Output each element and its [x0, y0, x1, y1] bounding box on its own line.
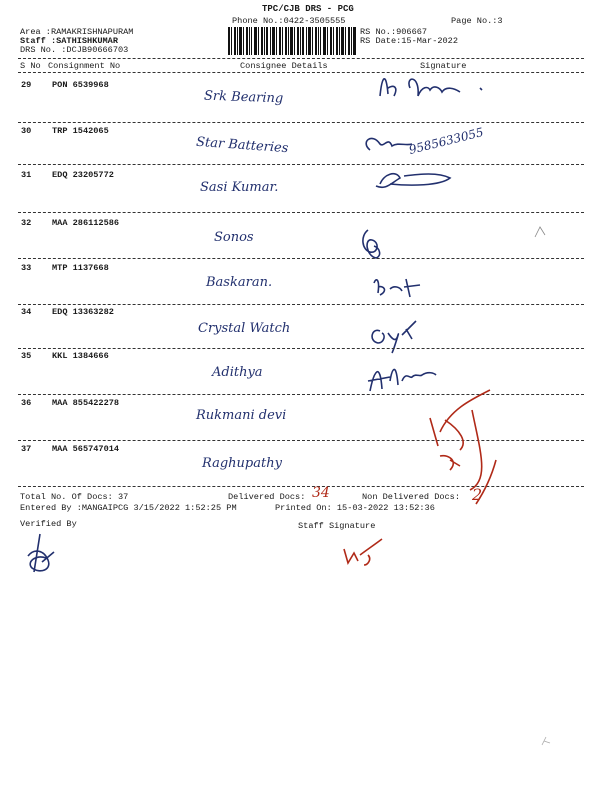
divider: [18, 258, 584, 259]
row-consignee: Crystal Watch: [198, 321, 291, 336]
non-delivered-label: Non Delivered Docs:: [362, 492, 460, 502]
row-sno: 37: [21, 444, 32, 454]
row-sno: 31: [21, 170, 32, 180]
signature-mark: [350, 309, 510, 353]
row-consignment: PON 6539968: [52, 80, 109, 90]
area-label: Area :RAMAKRISHNAPURAM: [20, 27, 134, 37]
row-consignee: Adithya: [212, 365, 263, 380]
page-number: Page No.:3: [451, 16, 503, 26]
row-consignment: MTP 1137668: [52, 263, 109, 273]
row-consignee: Sasi Kumar.: [200, 180, 279, 195]
table-row: [0, 80, 600, 124]
rs-number: RS No.:906667: [360, 27, 428, 37]
signature-mark: [350, 210, 510, 262]
signature-phone: 9585633055: [407, 124, 485, 158]
col-consignee: Consignee Details: [240, 61, 328, 71]
phone-number: Phone No.:0422-3505555: [232, 16, 346, 26]
staff-signature-label: Staff Signature: [298, 521, 376, 531]
row-sno: 36: [21, 398, 32, 408]
row-consignee: Baskaran.: [206, 275, 273, 290]
scan-speck: [533, 225, 547, 239]
drs-number: DRS No. :DCJB90666703: [20, 45, 129, 55]
row-consignment: EDQ 23205772: [52, 170, 114, 180]
row-consignment: TRP 1542065: [52, 126, 109, 136]
rs-date: RS Date:15-Mar-2022: [360, 36, 458, 46]
col-consignment: Consignment No: [48, 61, 121, 71]
verifier-signature: [20, 530, 60, 580]
total-docs: Total No. Of Docs: 37: [20, 492, 129, 502]
report-title: TPC/CJB DRS - PCG: [262, 4, 354, 14]
row-sno: 32: [21, 218, 32, 228]
col-signature: Signature: [420, 61, 467, 71]
col-sno: S No: [20, 61, 41, 71]
row-sno: 29: [21, 80, 32, 90]
row-consignment: KKL 1384666: [52, 351, 109, 361]
entered-by: Entered By :MANGAIPCG 3/15/2022 1:52:25 PM: [20, 503, 237, 513]
signature-mark: [350, 263, 510, 307]
delivered-label: Delivered Docs:: [228, 492, 306, 502]
signature-mark: [350, 156, 510, 200]
non-delivered-value: 2: [472, 485, 483, 504]
delivered-value: 34: [312, 485, 330, 501]
divider: [18, 348, 584, 349]
table-row: [0, 263, 600, 307]
row-consignment: MAA 565747014: [52, 444, 120, 454]
row-consignee: Star Batteries: [195, 134, 289, 157]
row-consignment: MAA 286112586: [52, 218, 120, 228]
printed-on: Printed On: 15-03-2022 13:52:36: [275, 503, 435, 513]
staff-label: Staff :SATHISHKUMAR: [20, 36, 118, 46]
scan-speck: [540, 735, 552, 747]
row-consignee: Rukmani devi: [196, 408, 287, 423]
row-consignment: EDQ 13363282: [52, 307, 114, 317]
barcode: [228, 27, 356, 55]
row-sno: 35: [21, 351, 32, 361]
row-sno: 33: [21, 263, 32, 273]
row-sno: 34: [21, 307, 32, 317]
row-consignee: Srk Bearing: [203, 88, 284, 107]
table-row: [0, 170, 600, 214]
signature-mark: [350, 66, 510, 110]
table-row: [0, 218, 600, 262]
row-consignee: Raghupathy: [202, 456, 282, 471]
row-consignment: MAA 855422278: [52, 398, 120, 408]
row-sno: 30: [21, 126, 32, 136]
staff-signature: [338, 535, 388, 570]
row-consignee: Sonos: [214, 230, 254, 245]
divider: [18, 304, 584, 305]
verified-by: Verified By: [20, 519, 77, 529]
table-row: [0, 307, 600, 351]
divider: [18, 58, 584, 59]
